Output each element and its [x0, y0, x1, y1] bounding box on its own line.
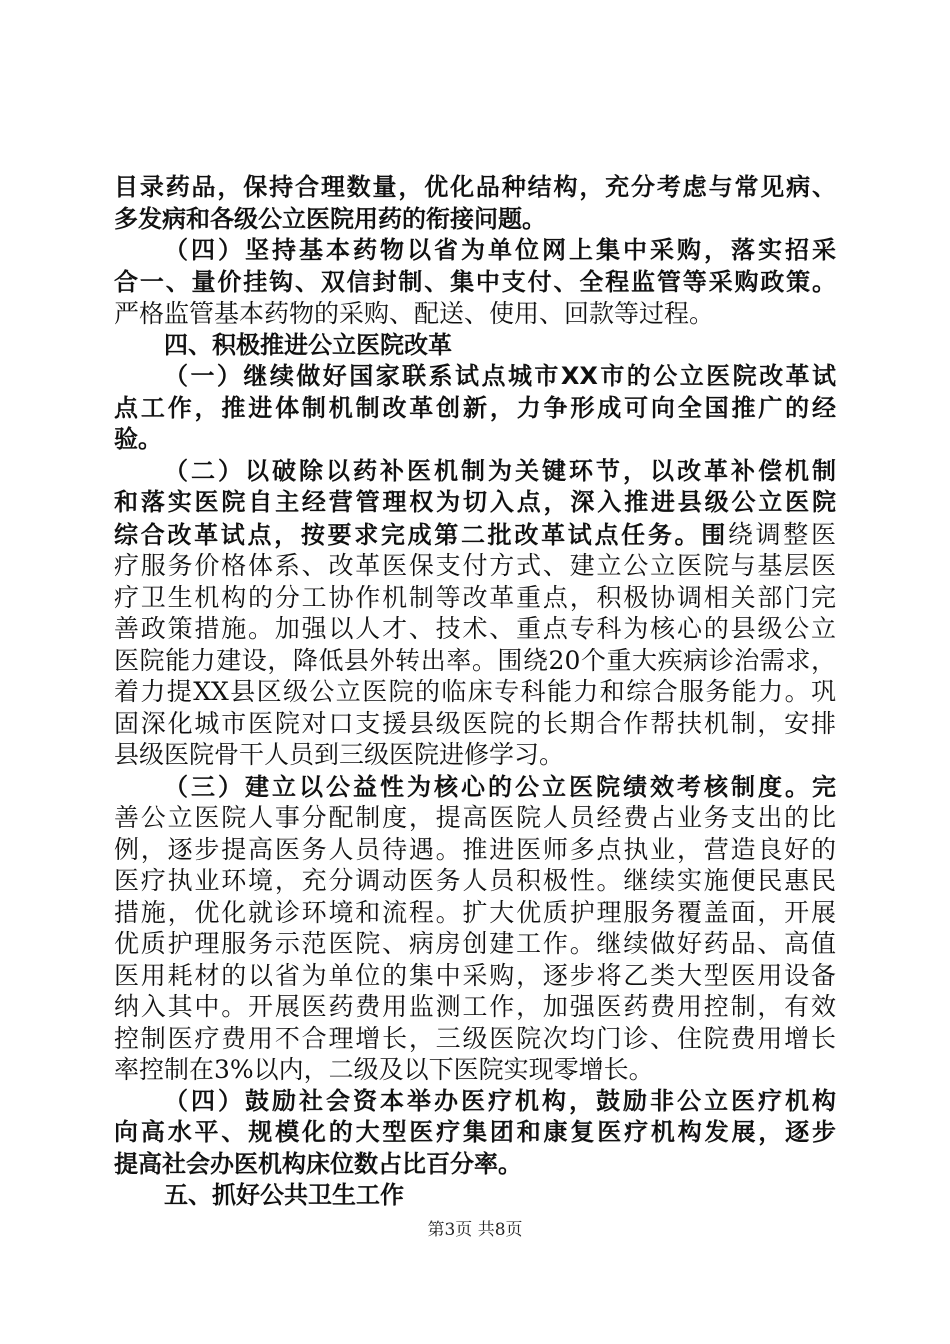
- text-line: 向高水平、规模化的大型医疗集团和康复医疗机构发展，逐步: [114, 1118, 836, 1146]
- text-line: （四）坚持基本药物以省为单位网上集中采购，落实招采: [164, 236, 836, 264]
- text-line: 疗服务价格体系、改革医保支付方式、建立公立医院与基层医: [114, 551, 836, 580]
- text-line: 县级医院骨干人员到三级医院进修学习。: [114, 740, 565, 769]
- text-line: 固深化城市医院对口支援县级医院的长期合作帮扶机制，安排: [114, 708, 836, 738]
- text-line: 例，逐步提高医务人员待遇。推进医师多点执业，营造良好的: [114, 834, 836, 864]
- text-line: 提高社会办医机构床位数占比百分率。: [114, 1149, 522, 1178]
- regular-fragment: 绕调整医: [727, 519, 836, 549]
- document-body: [114, 172, 836, 1212]
- text-line: [114, 519, 836, 551]
- text-line: 医用耗材的以省为单位的集中采购，逐步将乙类大型医用设备: [114, 960, 836, 990]
- text-line: （一）继续做好国家联系试点城市XX市的公立医院改革试: [164, 362, 836, 390]
- text-line: 验。: [114, 425, 162, 453]
- text-line: 疗卫生机构的分工协作机制等改革重点，积极协调相关部门完: [114, 582, 836, 612]
- text-line: 和落实医院自主经营管理权为切入点，深入推进县级公立医院: [114, 488, 836, 516]
- text-line: 多发病和各级公立医院用药的衔接问题。: [114, 204, 546, 233]
- text-line: 医疗执业环境，充分调动医务人员积极性。继续实施便民惠民: [114, 866, 836, 895]
- text-line: 优质护理服务示范医院、病房创建工作。继续做好药品、高值: [114, 929, 836, 958]
- text-line: （二）以破除以药补医机制为关键环节，以改革补偿机制: [164, 456, 836, 485]
- text-line: 善公立医院人事分配制度，提高医院人员经费占业务支出的比: [114, 803, 836, 832]
- text-line: 着力提XX县区级公立医院的临床专科能力和综合服务能力。巩: [114, 677, 836, 706]
- text-line: 目录药品，保持合理数量，优化品种结构，充分考虑与常见病、: [114, 173, 836, 201]
- text-line: （四）鼓励社会资本举办医疗机构，鼓励非公立医疗机构: [164, 1086, 836, 1115]
- bold-fragment: （三）建立以公益性为核心的公立医院绩效考核制度。完: [164, 772, 836, 801]
- text-line: 严格监管基本药物的采购、配送、使用、回款等过程。: [114, 299, 715, 328]
- text-line: 医院能力建设，降低县外转出率。围绕20个重大疾病诊治需求，: [114, 645, 836, 675]
- section-heading: 四、积极推进公立医院改革: [164, 330, 452, 359]
- text-line: 点工作，推进体制机制改革创新，力争形成可向全国推广的经: [114, 393, 836, 422]
- page-footer: 第3页 共8页: [427, 1220, 523, 1240]
- bold-fragment: 综合改革试点，按要求完成第二批改革试点任务。围: [114, 520, 728, 549]
- text-line: 善政策措施。加强以人才、技术、重点专科为核心的县级公立: [114, 614, 836, 643]
- text-line: [114, 771, 836, 803]
- text-line: 合一、量价挂钩、双信封制、集中支付、全程监管等采购政策。: [114, 267, 836, 296]
- text-line: 措施，优化就诊环境和流程。扩大优质护理服务覆盖面，开展: [114, 897, 836, 927]
- section-heading: 五、抓好公共卫生工作: [164, 1181, 404, 1209]
- text-line: 率控制在3%以内，二级及以下医院实现零增长。: [114, 1055, 654, 1084]
- text-line: 纳入其中。开展医药费用监测工作，加强医药费用控制，有效: [114, 992, 836, 1021]
- text-line: 控制医疗费用不合理增长，三级医院次均门诊、住院费用增长: [114, 1023, 836, 1053]
